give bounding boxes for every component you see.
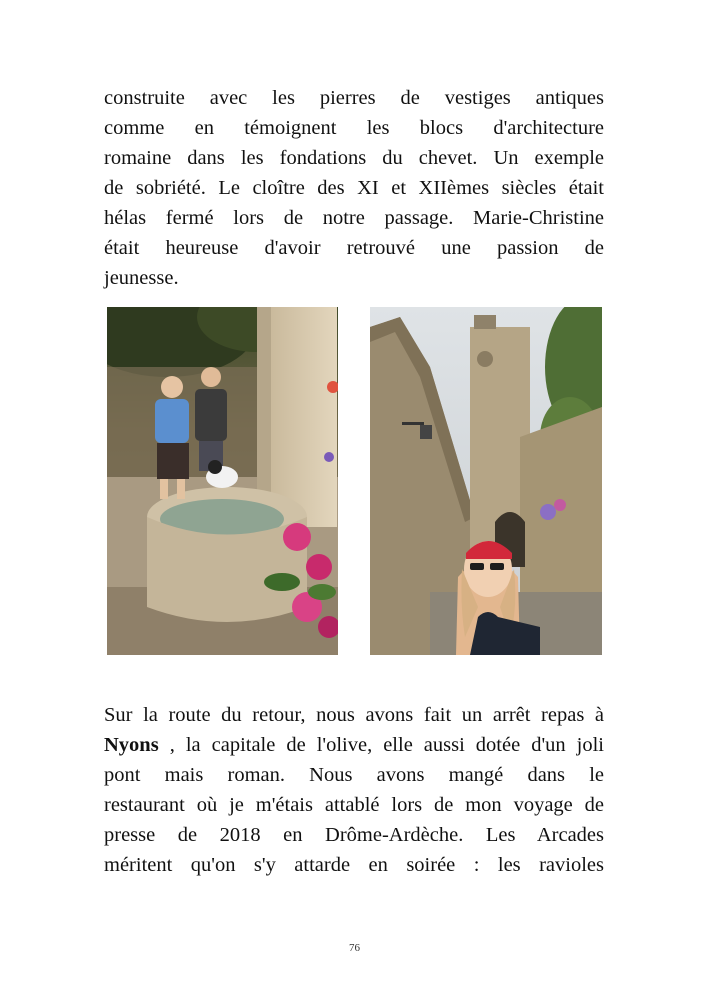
text-line: jeunesse.: [104, 267, 179, 289]
text-fragment: , la capitale de l'olive, elle aussi dotée d'un joli: [158, 734, 604, 756]
text-line: restaurant où je m'étais attablé lors de mon voyage de: [104, 794, 604, 816]
text-line: comme en témoignent les blocs d'architecture: [104, 117, 604, 139]
text-line: méritent qu'on s'y attarde en soirée : les ravioles: [104, 854, 604, 876]
text-line: pont mais roman. Nous avons mangé dans le: [104, 764, 604, 786]
paragraph-top: [104, 83, 604, 293]
page-number: 76: [349, 942, 360, 954]
text-line: romaine dans les fondations du chevet. Un exemple: [104, 147, 604, 169]
paragraph-bottom: [104, 700, 604, 880]
text-line: construite avec les pierres de vestiges antiques: [104, 87, 604, 109]
photo-tower: [370, 307, 602, 655]
text-line: presse de 2018 en Drôme-Ardèche. Les Arcades: [104, 824, 604, 846]
text-line: de sobriété. Le cloître des XI et XIIèmes siècles était: [104, 177, 604, 199]
text-line: était heureuse d'avoir retrouvé une passion de: [104, 237, 604, 259]
text-line: hélas fermé lors de notre passage. Marie-Christine: [104, 207, 604, 229]
photo-fountain: [107, 307, 338, 655]
text-line: [104, 730, 604, 760]
text-line: Sur la route du retour, nous avons fait un arrêt repas à: [104, 704, 604, 726]
place-name: Nyons: [104, 734, 159, 756]
